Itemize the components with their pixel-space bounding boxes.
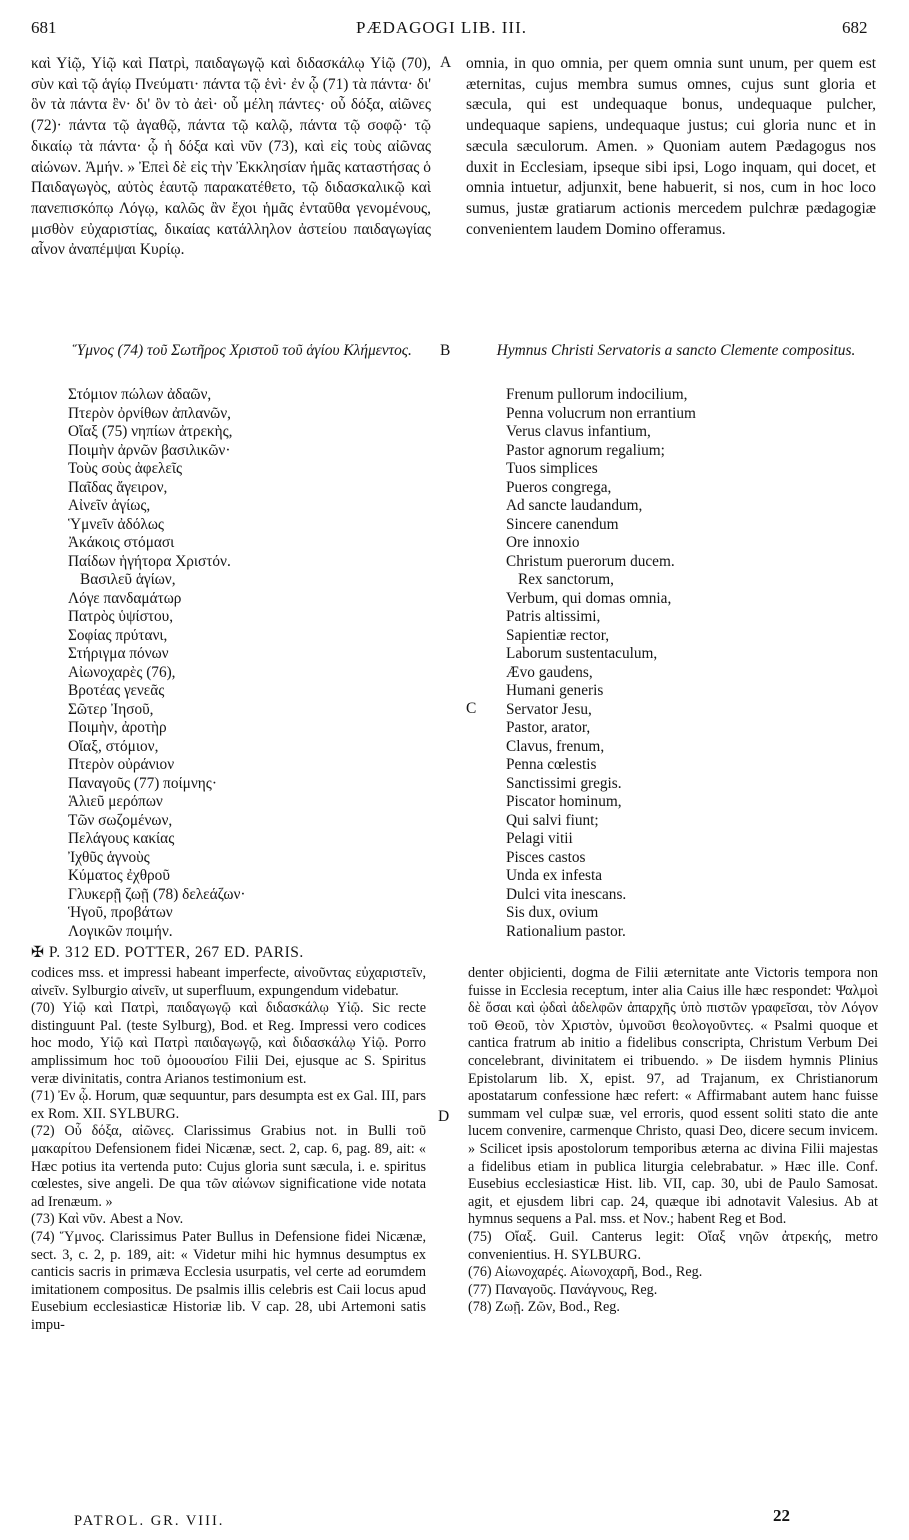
verse-line: Pelagi vitii bbox=[506, 830, 573, 847]
verse-line: Penna volucrum non errantium bbox=[506, 404, 696, 422]
greek-paragraph: καὶ Υἱῷ, Υἱῷ καὶ Πατρὶ, παιδαγωγῷ καὶ διδασκάλῳ Υἱῷ (70), σὺν καὶ τῷ ἁγίῳ Πνεύματι· πάντα τῷ ἑνὶ· ἐν ᾧ (71) τὰ πάντα· δι' ὃν τὰ πάντα ἓν· δι' ὃν τὸ ἀεὶ· οὗ μέλη πάντες· οὗ δόξα, αἰῶνες (72)· πάντα τῷ ἀγαθῷ, πάντα τῷ καλῷ, πάντα τῷ σοφῷ· τῷ δικαίῳ τὰ πάντα· ᾧ ἡ δόξα καὶ νῦν (73), καὶ εἰς τοὺς αἰῶνας αἰώνων. Ἀμήν. » Ἐπεὶ δὲ εἰς τὴν Ἐκκλησίαν ἡμᾶς καταστήσας ὁ Παιδαγωγὸς, αὐτὸς ἑαυτῷ παρακατέθετο, τῷ διδασκαλικῷ καὶ πανεπισκόπῳ Λόγῳ, καλῶς ἂν ἔχοι ἡμᾶς ἐνταῦθα γενομένους, μισθὸν εὐχαριστίας, δικαίας κατάλληλον ἀστείου παιδαγωγίας αἶνον ἀναπέμψαι Κυρίῳ. bbox=[31, 55, 431, 259]
verse-line: Verbum, qui domas omnia, bbox=[506, 589, 672, 607]
footnote: codices mss. et impressi habeant imperfecte, αἰνοῦντας εὐχαριστεῖν, αἰνεῖν. Sylburgio αἰνεῖν, ut superfluum, expungendum videbatur. bbox=[31, 965, 426, 999]
verse-line: Τοὺς σοὺς ἀφελεῖς bbox=[68, 460, 183, 477]
verse-line: Sis dux, ovium bbox=[506, 904, 599, 921]
verse-line: Qui salvi fiunt; bbox=[506, 811, 599, 829]
footnote: (76) Αἰωνοχαρές. Αἰωνοχαρῆ, Bod., Reg. bbox=[468, 1264, 703, 1281]
verse-line: Clavus, frenum, bbox=[506, 737, 605, 755]
right-page-number: 682 bbox=[842, 18, 868, 37]
hymn-title-latin: Hymnus Christi Servatoris a sancto Clemente compositus. bbox=[496, 342, 856, 359]
verse-line: Verus clavus infantium, bbox=[506, 423, 651, 440]
footnote: (73) Καὶ νῦν. Abest a Nov. bbox=[31, 1211, 184, 1228]
verse-line: Pastor agnorum regalium; bbox=[506, 441, 665, 459]
verse-line: Piscator hominum, bbox=[506, 793, 622, 810]
verse-line: Πατρὸς ὑψίστου, bbox=[68, 608, 174, 625]
verse-line: Στόμιον πώλων ἀδαῶν, bbox=[68, 386, 212, 403]
verse-line: Pastor, arator, bbox=[506, 719, 591, 736]
verse-line: Λόγε πανδαμάτωρ bbox=[68, 589, 182, 607]
verse-line: Humani generis bbox=[506, 682, 604, 699]
verse-line: Ad sancte laudandum, bbox=[506, 497, 643, 514]
verse-line: Ore innoxio bbox=[506, 534, 580, 551]
verse-line: Πτερὸν ὀρνίθων ἀπλανῶν, bbox=[68, 404, 231, 422]
verse-line: Κύματος ἐχθροῦ bbox=[68, 867, 170, 884]
footnote: (78) Ζωῇ. Ζῶν, Bod., Reg. bbox=[468, 1299, 620, 1316]
verse-line: Σῶτερ Ἰησοῦ, bbox=[68, 700, 154, 718]
greek-hymn-verses bbox=[68, 386, 245, 941]
verse-line: Penna cœlestis bbox=[506, 756, 597, 773]
verse-line: Ἡγοῦ, προβάτων bbox=[68, 904, 173, 921]
verse-line: Unda ex infesta bbox=[506, 867, 602, 884]
greek-text-column bbox=[31, 54, 431, 261]
verse-line: Τῶν σωζομένων, bbox=[68, 811, 173, 829]
verse-line: Rex sanctorum, bbox=[518, 571, 615, 588]
footnote: (71) Ἐν ᾧ. Horum, quæ sequuntur, pars desumpta est ex Gal. III, pars ex Rom. XII. SYLBURG. bbox=[31, 1088, 426, 1122]
verse-line: Βροτέας γενεᾶς bbox=[68, 682, 165, 699]
verse-line: Αἰωνοχαρὲς (76), bbox=[68, 663, 176, 681]
latin-hymn-verses bbox=[506, 386, 696, 941]
footnote: (77) Παναγοῦς. Πανάγνους, Reg. bbox=[468, 1281, 658, 1298]
verse-line: Σοφίας πρύτανι, bbox=[68, 626, 168, 644]
verse-line: Ἀκάκοις στόμασι bbox=[68, 534, 175, 551]
verse-line: Pisces castos bbox=[506, 848, 586, 866]
footnotes-left-column bbox=[31, 965, 426, 1334]
verse-line: Λογικῶν ποιμήν. bbox=[68, 922, 173, 940]
series-footer: PATROL. GR. VIII. bbox=[74, 1513, 225, 1529]
latin-paragraph: omnia, in quo omnia, per quem omnia sunt unum, per quem est æternitas, cujus membra sumus omnes, cujus sunt gloria et sæcula, qui est undequaque bonus, undequaque pulcher, undequaque sapiens, undequaque justus; cui gloria nunc et in sæcula sæculorum. Amen. » Quoniam autem Pædagogus nos duxit in Ecclesiam, ipseque sibi ipsi, Logo inquam, qui docet, et omnia intuetur, adjunxit, bene habuerit, si nos, cum in hoc loco sumus, justæ gratiarum actionis mercedem pulchræ pædagogiæ convenientem laudem Domino offeramus. bbox=[466, 55, 876, 238]
verse-line: Servator Jesu, bbox=[506, 700, 592, 718]
verse-line: Laborum sustentaculum, bbox=[506, 645, 658, 662]
verse-line: Πελάγους κακίας bbox=[68, 830, 175, 847]
verse-line: Frenum pullorum indocilium, bbox=[506, 386, 688, 403]
verse-line: Pueros congrega, bbox=[506, 478, 612, 496]
margin-marker-d: D bbox=[438, 1108, 450, 1125]
footnotes-right-column bbox=[468, 965, 878, 1317]
verse-line: Οἴαξ (75) νηπίων ἀτρεκὴς, bbox=[68, 423, 233, 440]
margin-marker-c: C bbox=[466, 700, 477, 717]
verse-line: Ποιμὴν ἀρνῶν βασιλικῶν· bbox=[68, 441, 231, 459]
verse-line: Γλυκερῇ ζωῇ (78) δελεάζων· bbox=[68, 885, 246, 903]
verse-line: Sanctissimi gregis. bbox=[506, 774, 622, 792]
verse-line: Παῖδας ἄγειρον, bbox=[68, 478, 168, 496]
signature-number: 22 bbox=[773, 1506, 790, 1525]
left-page-number: 681 bbox=[31, 18, 57, 37]
latin-text-column bbox=[466, 54, 876, 240]
verse-line: Βασιλεῦ ἁγίων, bbox=[80, 571, 176, 588]
verse-line: Ἰχθῦς ἁγνοὺς bbox=[68, 848, 150, 866]
verse-line: Ὑμνεῖν ἀδόλως bbox=[68, 515, 164, 533]
verse-line: Ἁλιεῦ μερόπων bbox=[68, 793, 163, 810]
verse-line: Christum puerorum ducem. bbox=[506, 552, 675, 570]
verse-line: Ποιμὴν, ἀροτὴρ bbox=[68, 719, 167, 736]
footnote: (74) Ὕμνος. Clarissimus Pater Bullus in Defensione fidei Nicænæ, sect. 3, c. 2, p. 189, ait: « Videtur mihi hic hymnus desumptus ex canticis sacris in primæva Ecclesia usurpatis, vel certe ad eorumdem imitationem compositus. De psalmis illis celebris est Caii locus apud Eusebium ecclesiasticæ Historiæ lib. V cap. 28, ubi Artemoni satis impu- bbox=[31, 1228, 426, 1333]
verse-line: Πτερὸν οὐράνιον bbox=[68, 756, 175, 773]
verse-line: Patris altissimi, bbox=[506, 608, 601, 625]
verse-line: Sapientiæ rector, bbox=[506, 626, 610, 644]
verse-line: Dulci vita inescans. bbox=[506, 885, 627, 903]
verse-line: Παναγοῦς (77) ποίμνης· bbox=[68, 774, 217, 792]
verse-line: Οἴαξ, στόμιον, bbox=[68, 737, 159, 755]
margin-marker-a: A bbox=[440, 54, 452, 71]
footnote: (70) Υἱῷ καὶ Πατρὶ, παιδαγωγῷ καὶ διδασκάλῳ Υἱῷ. Sic recte distinguunt Pal. (teste Sylburg), Bod. et Reg. Impressi vero codices hoc modo, Υἱῷ καὶ Πατρὶ παιδαγωγῷ, καὶ διδασκάλῳ Υἱῷ. Porro amplissimum hoc τοῦ ὁμοουσίου Filii Dei, ejusque ac S. Spiritus veræ divinitatis, contra Arianos testimonium est. bbox=[31, 1000, 426, 1087]
verse-line: Sincere canendum bbox=[506, 515, 619, 533]
verse-line: Παίδων ἡγήτορα Χριστόν. bbox=[68, 552, 231, 570]
verse-line: Tuos simplices bbox=[506, 460, 598, 477]
margin-marker-b: B bbox=[440, 342, 451, 359]
verse-line: Στήριγμα πόνων bbox=[68, 645, 169, 662]
verse-line: Rationalium pastor. bbox=[506, 922, 626, 940]
hymn-title-greek: Ὕμνος (74) τοῦ Σωτῆρος Χριστοῦ τοῦ ἁγίου Κλήμεντος. bbox=[72, 342, 412, 359]
footnote: (75) Οἴαξ. Guil. Canterus legit: Οἴαξ νηῶν ἀτρεκής, metro convenientius. H. SYLBURG. bbox=[468, 1228, 878, 1263]
footnote: (72) Οὗ δόξα, αἰῶνες. Clarissimus Grabius not. in Bulli τοῦ μακαρίτου Defensionem fidei Nicænæ, sect. 2, cap. 6, pag. 89, ait: « Hæc potius ita vertenda puto: Cujus gloria sunt sæcula, i. e. spiritus cœlestes, sive angeli. De qua τῶν αἰώνων significatione vide notata ad Irenæum. » bbox=[31, 1123, 426, 1210]
footnote: denter objicienti, dogma de Filii æternitate ante Victoris tempora non fuisse in Ecclesia receptum, inter alia Caius ille hæc respondet: Ψαλμοὶ δὲ ὅσαι καὶ ᾠδαὶ ἀδελφῶν ἀπαρχῆς ὑπὸ πιστῶν γραφεῖσαι, τὸν Λόγον τοῦ Θεοῦ, τὸν Χριστὸν, ὑμνοῦσι θεολογοῦντες. « Psalmi quoque et cantica fratrum ab initio a fidelibus conscripta, Christum Verbum Dei concelebrant, divinitatem ei tribuendo. » De iisdem hymnis Plinius Epistolarum lib. X, epist. 97, ad Trajanum, ex Christianorum apostatarum confessione hæc refert: « Affirmabant autem hanc fuisse summam vel culpæ suæ, vel erroris, quod essent soliti stato die ante lucem convenire, carmenque Christo, quasi Deo, dicere secum invicem. » Scilicet ipsis apostolorum temporibus æterna ac divina Filii majestas a fidelibus etiam in publica liturgia celebrabatur. » Hæc ille. Conf. Eusebius ecclesiasticæ Hist. lib. VII, cap. 30, ubi de Paulo Samosat. agit, et ejusdem libri cap. 24, quæque ibi adnotavit Valesius. Ab at hymnus sequens a Pal. mss. et Nov.; habent Reg et Bod. bbox=[468, 965, 878, 1228]
edition-reference: ✠ P. 312 ED. POTTER, 267 ED. PARIS. bbox=[31, 944, 304, 961]
running-title: PÆDAGOGI LIB. III. bbox=[356, 18, 527, 37]
verse-line: Ævo gaudens, bbox=[506, 663, 593, 681]
verse-line: Αἰνεῖν ἁγίως, bbox=[68, 497, 151, 514]
